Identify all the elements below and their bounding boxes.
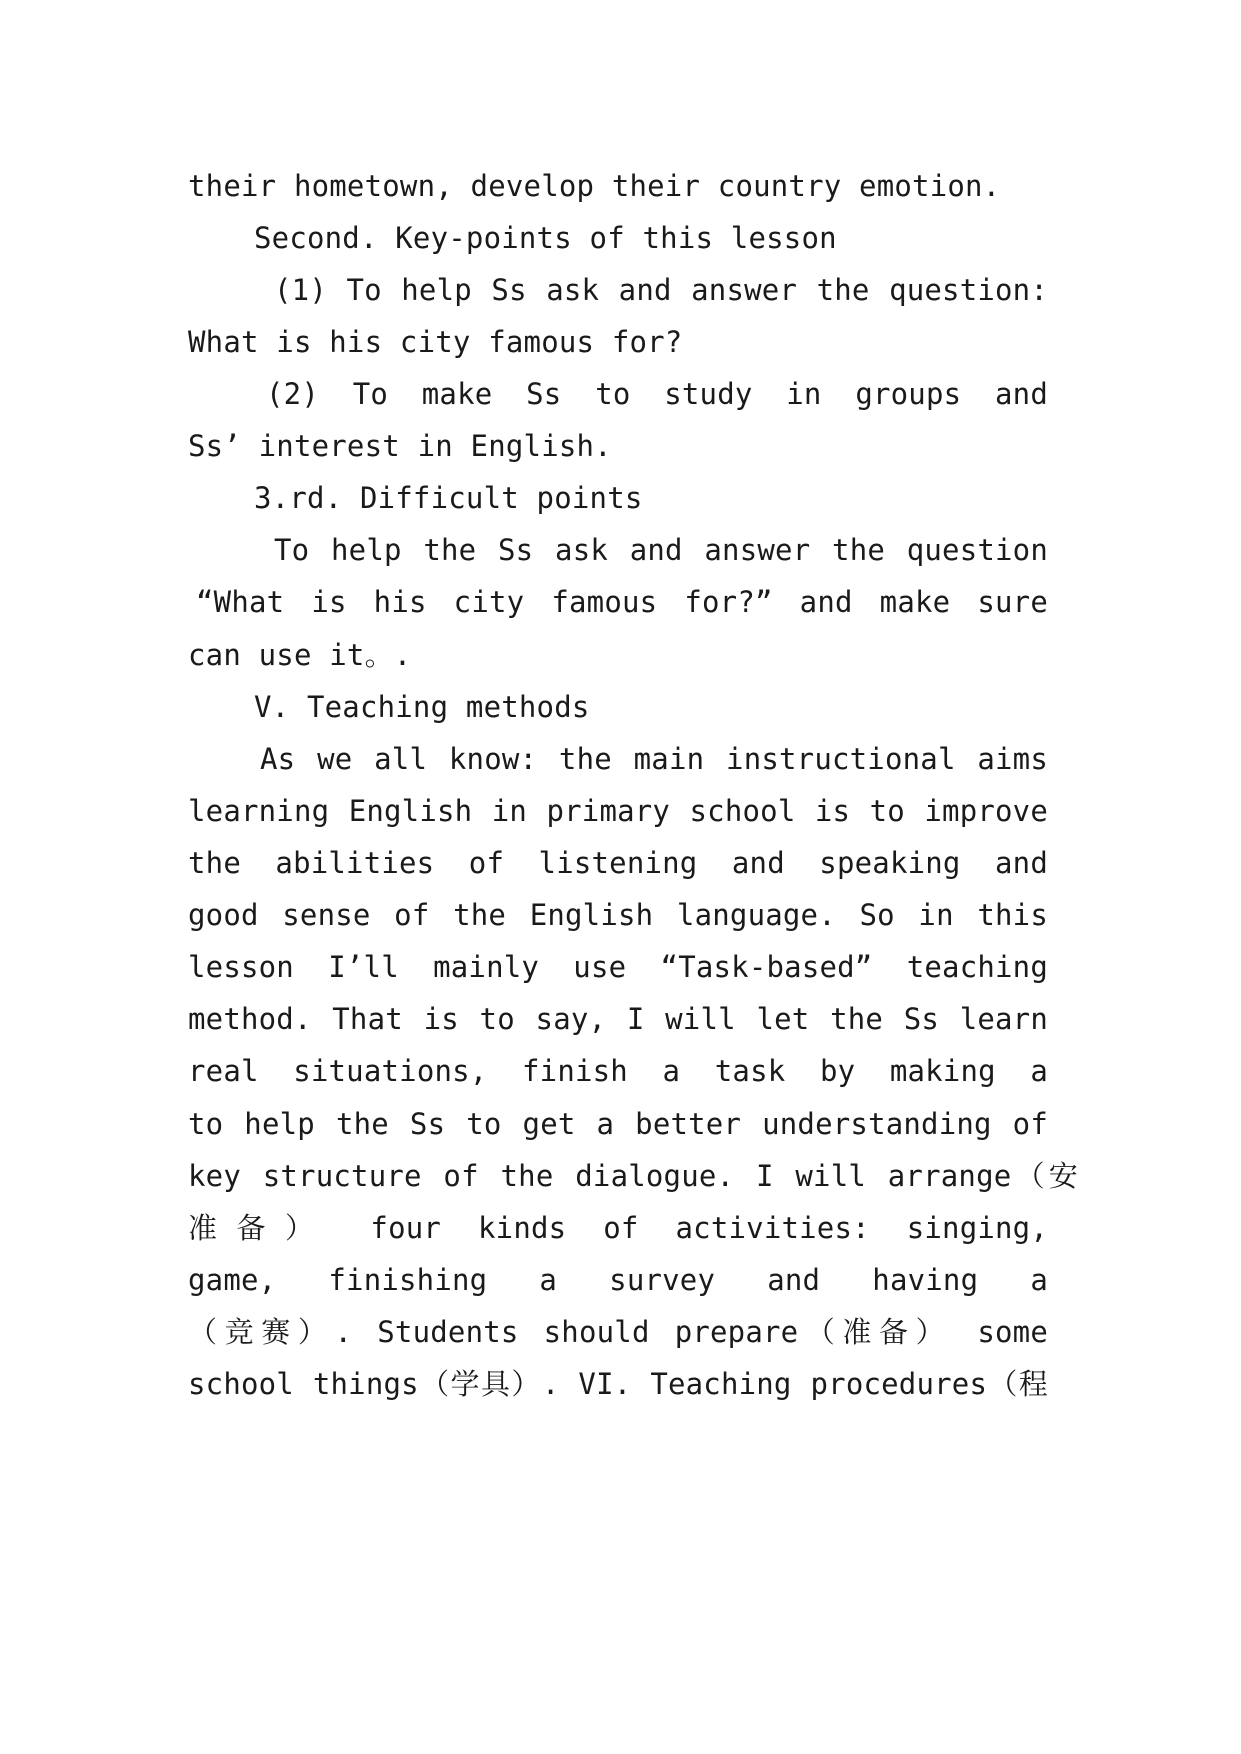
section-heading: Second. Key-points of this lesson — [254, 221, 837, 255]
text-line: learning English in primary school is to improve — [188, 794, 1048, 828]
text-line: (1) To help Ss ask and answer the question: — [274, 273, 1048, 307]
text-line: As we all know: the main instructional aims — [260, 742, 1048, 776]
text-line: real situations, finish a task by making a — [188, 1054, 1048, 1088]
text-line: To help the Ss ask and answer the question — [274, 533, 1048, 567]
text-line: method. That is to say, I will let the Ss learn — [188, 1002, 1048, 1036]
text-line: （竞赛）. Students should prepare（准备） some — [188, 1315, 1048, 1349]
text-line: key structure of the dialogue. I will arrange（安 — [188, 1159, 1078, 1193]
section-heading: V. Teaching methods — [254, 690, 590, 724]
text-line: their hometown, develop their country emotion. — [188, 169, 1001, 203]
text-line: (2) To make Ss to study in groups and — [266, 377, 1048, 411]
text-line: lesson I’ll mainly use “Task-based” teaching — [188, 950, 1048, 984]
text-line: Ss’ interest in English. — [188, 429, 612, 463]
text-line: the abilities of listening and speaking and — [188, 846, 1048, 880]
text-line: game, finishing a survey and having a — [188, 1263, 1048, 1297]
section-heading: 3.rd. Difficult points — [254, 481, 643, 515]
text-line: “What is his city famous for?” and make sure — [196, 585, 1048, 619]
text-line: school things（学具）. VI. Teaching procedures（程 — [188, 1367, 1048, 1401]
text-line: good sense of the English language. So in this — [188, 898, 1048, 932]
text-line: to help the Ss to get a better understanding of — [188, 1107, 1048, 1141]
text-line: 准备） four kinds of activities: singing, — [188, 1211, 1048, 1245]
text-line: can use it。. — [188, 638, 412, 672]
text-line: What is his city famous for? — [188, 325, 683, 359]
